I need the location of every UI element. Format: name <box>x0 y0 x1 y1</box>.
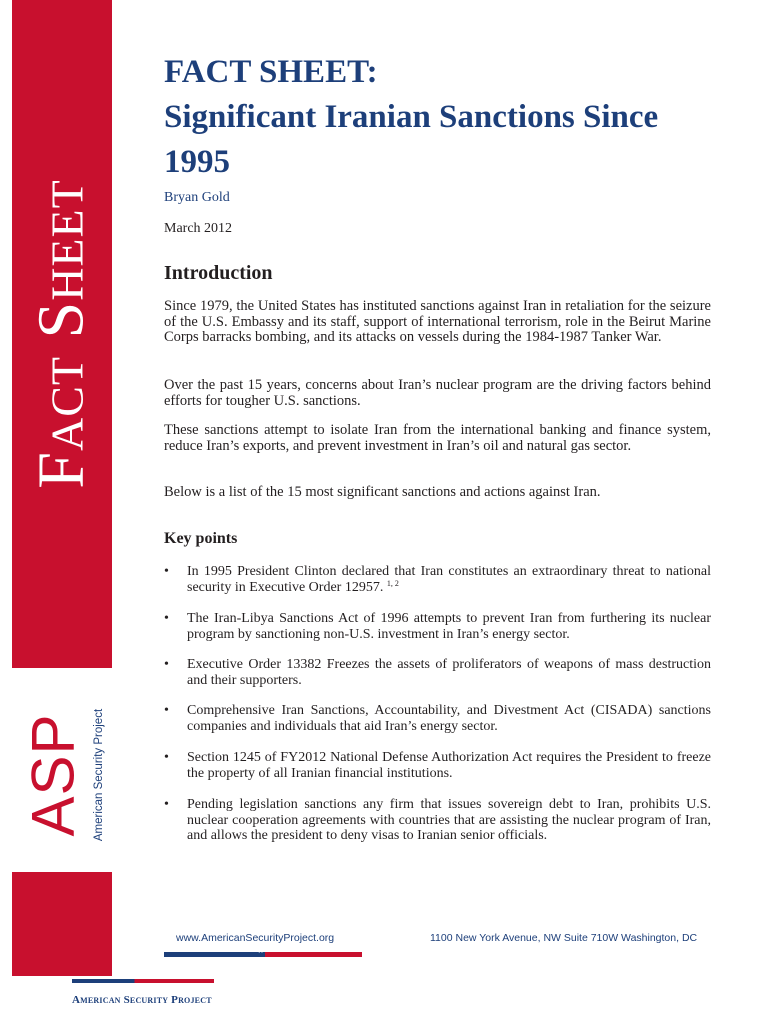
asp-logo-name-text: American Security Project <box>93 708 105 842</box>
author-name: Bryan Gold <box>164 190 230 205</box>
key-point-text-wrap <box>187 564 711 595</box>
intro-paragraph-4: Below is a list of the 15 most significant sanctions and actions against Iran. <box>164 484 601 500</box>
key-point-item <box>164 797 711 844</box>
publication-date: March 2012 <box>164 221 233 236</box>
intro-paragraph-3: These sanctions attempt to isolate Iran from the international banking and finance system, reduce Iran’s exports, and prevent investment in Iran’s oil and natural gas sector. <box>164 422 711 454</box>
asp-logo-letters: ASP <box>19 713 87 837</box>
bullet-marker: • <box>164 703 169 718</box>
key-point-text: Pending legislation sanctions any firm that issues sovereign debt to Iran, prohibits U.S. nuclear cooperation agreements with countries that are assisting the nuclear program of Iran, and allows the president to deny visas to Iranian senior officials. <box>187 797 711 843</box>
bullet-marker: • <box>164 564 169 579</box>
sidebar-fact-sheet-label <box>12 0 112 668</box>
bullet-marker: • <box>164 657 169 672</box>
star-icon: ★ <box>257 946 265 955</box>
key-point-item <box>164 564 711 595</box>
key-point-item <box>164 657 711 688</box>
footer-address: 1100 New York Avenue, NW Suite 710W Washington, DC <box>430 932 698 944</box>
asp-logo-name <box>88 700 110 850</box>
title-line-3: 1995 <box>164 144 230 180</box>
key-point-text: Comprehensive Iran Sanctions, Accountability, and Divestment Act (CISADA) sanctions companies and individuals that aid Iran’s energy sector. <box>187 703 711 734</box>
key-point-text: Executive Order 13382 Freezes the assets of proliferators of weapons of mass destruction and their supporters. <box>187 657 711 688</box>
bottom-divider <box>72 979 214 983</box>
organization-name <box>72 994 212 1006</box>
key-point-item <box>164 750 711 781</box>
key-point-text: In 1995 President Clinton declared that Iran constitutes an extraordinary threat to national security in Executive Order 12957. <box>187 564 711 595</box>
page-title <box>164 50 730 185</box>
asp-logo-mark <box>19 700 87 850</box>
title-line-2: Significant Iranian Sanctions Since <box>164 99 659 135</box>
key-point-item <box>164 611 711 642</box>
bullet-marker: • <box>164 797 169 812</box>
intro-paragraph-1: Since 1979, the United States has instituted sanctions against Iran in retaliation for the seizure of the U.S. Embassy and its staff, support of international terrorism, role in the Beirut Marine Corps barracks bombing, and its attacks on vessels during the 1984-1987 Tanker War. <box>164 298 711 345</box>
sidebar-red-block <box>12 872 112 976</box>
title-line-1: FACT SHEET: <box>164 54 378 90</box>
key-points-heading: Key points <box>164 530 238 547</box>
website-link[interactable]: www.AmericanSecurityProject.org <box>176 932 335 944</box>
key-point-text: The Iran-Libya Sanctions Act of 1996 attempts to prevent Iran from furthering its nuclear program by sanctioning non-U.S. investment in Iran’s energy sector. <box>187 611 711 642</box>
key-point-item <box>164 703 711 734</box>
asp-logo <box>19 700 118 850</box>
bullet-marker: • <box>164 750 169 765</box>
key-point-text: Section 1245 of FY2012 National Defense Authorization Act requires the President to freeze the property of all Iranian financial institutions. <box>187 750 711 781</box>
intro-paragraph-2: Over the past 15 years, concerns about Iran’s nuclear program are the driving factors behind efforts for tougher U.S. sanctions. <box>164 377 711 409</box>
introduction-heading: Introduction <box>164 262 273 284</box>
organization-name-text: American Security Project <box>72 994 212 1006</box>
sidebar-label-text: Fact Sheet <box>25 179 98 489</box>
bullet-marker: • <box>164 611 169 626</box>
footnote-ref: 1, 2 <box>386 578 399 588</box>
